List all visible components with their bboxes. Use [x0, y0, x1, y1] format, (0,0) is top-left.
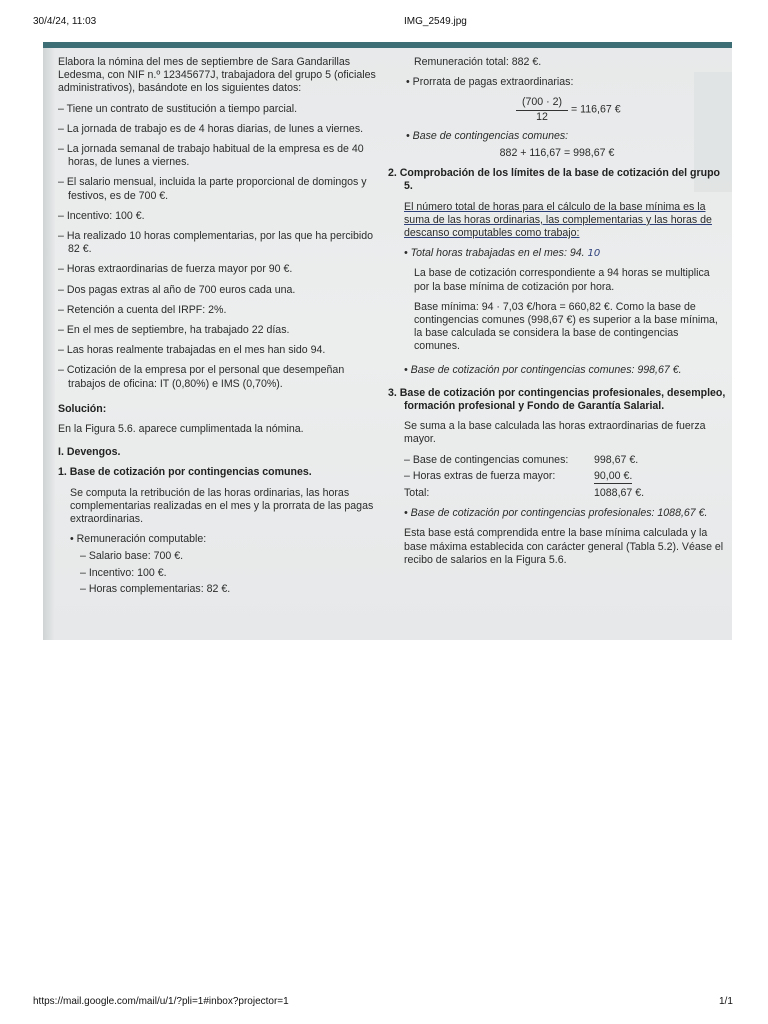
list-item: – Ha realizado 10 horas complementarias, por las que ha percibido 82 €.	[58, 230, 374, 256]
list-item: – Dos pagas extras al año de 700 euros cada una.	[58, 283, 296, 296]
print-url: https://mail.google.com/mail/u/1/?pli=1#inbox?projector=1	[33, 996, 289, 1007]
remuneration-item: – Salario base: 700 €.	[80, 550, 184, 563]
base-cc-label: • Base de contingencias comunes:	[406, 129, 569, 142]
row-label: – Horas extras de fuerza mayor:	[404, 469, 556, 482]
row-label: Total:	[404, 487, 430, 500]
remuneration-label: • Remuneración computable:	[70, 533, 207, 546]
prorrata-formula	[388, 96, 726, 123]
list-item: – En el mes de septiembre, ha trabajado 22 días.	[58, 324, 290, 337]
total-hours-text: • Total horas trabajadas en el mes: 94.	[404, 247, 585, 260]
list-item: – Cotización de la empresa por el personal que desempeñan trabajos de oficina: IT (0,80%) e IMS (0,70%).	[58, 364, 345, 390]
section-2-text: El número total de horas para el cálculo de la base mínima es la suma de las horas ordinarias, las complementarias y las horas de descanso computables como trabajo:	[404, 200, 712, 240]
list-item: – Incentivo: 100 €.	[58, 209, 145, 222]
section-devengos: I. Devengos.	[58, 446, 121, 459]
table-row	[404, 487, 726, 500]
subsection-1-heading: 1. Base de cotización por contingencias comunes.	[58, 466, 312, 479]
sum-table	[388, 454, 726, 501]
left-column	[58, 56, 378, 596]
row-value: 998,67 €.	[594, 453, 639, 466]
section-3-result: • Base de cotización por contingencias profesionales: 1088,67 €.	[404, 507, 708, 520]
total-hours-line	[388, 247, 726, 260]
fraction-numerator: (700 · 2)	[516, 96, 568, 110]
list-item: – Las horas realmente trabajadas en el mes han sido 94.	[58, 344, 326, 357]
list-item: – La jornada semanal de trabajo habitual de la empresa es de 40 horas, de lunes a viernes.	[58, 143, 364, 169]
closing-paragraph: Esta base está comprendida entre la base mínima calculada y la base máxima establecida con carácter general (Tabla 5.2). Véase el recibo de salarios en la Figura 5.6.	[404, 527, 724, 566]
print-file-title: IMG_2549.jpg	[404, 16, 467, 27]
section-3-text: Se suma a la base calculada las horas extraordinarias de fuerza mayor.	[404, 420, 706, 446]
subsection-1-text: Se computa la retribución de las horas ordinarias, las horas complementarias realizadas en el mes y la prorrata de las pagas extraordinarias.	[70, 486, 374, 526]
prorrata-result: = 116,67 €	[571, 103, 621, 116]
handwritten-correction: 10	[587, 248, 601, 260]
document-photo	[43, 42, 732, 640]
section-2-heading: 2. Comprobación de los límites de la base de cotización del grupo 5.	[388, 167, 721, 193]
data-list	[58, 103, 378, 391]
row-label: – Base de contingencias comunes:	[404, 453, 569, 466]
row-value: 1088,67 €.	[594, 487, 645, 500]
section-2-result: • Base de cotización por contingencias comunes: 998,67 €.	[404, 363, 682, 376]
remuneration-item: – Horas complementarias: 82 €.	[80, 582, 231, 595]
prorrata-label: • Prorrata de pagas extraordinarias:	[406, 76, 574, 89]
base-cc-calc: 882 + 116,67 = 998,67 €	[499, 147, 615, 160]
total-remuneration: Remuneración total: 882 €.	[414, 56, 542, 68]
row-value: 90,00 €.	[594, 470, 632, 484]
list-item: – Tiene un contrato de sustitución a tiempo parcial.	[58, 102, 298, 115]
table-row	[404, 454, 726, 467]
fraction-denominator: 12	[536, 110, 548, 123]
list-item: – La jornada de trabajo es de 4 horas diarias, de lunes a viernes.	[58, 122, 364, 135]
section-2-paragraph: Base mínima: 94 · 7,03 €/hora = 660,82 €. Como la base de contingencias comunes (998,67 €) es superior a la base mínima, la base calculada se considera la base de contingencias comunes.	[414, 300, 718, 353]
solution-heading: Solución:	[58, 402, 107, 415]
remuneration-item: – Incentivo: 100 €.	[80, 566, 167, 579]
exercise-intro: Elabora la nómina del mes de septiembre de Sara Gandarillas Ledesma, con NIF n.º 12345677J, trabajadora del grupo 5 (oficiales administrativos), basándote en los siguientes datos:	[58, 56, 376, 95]
list-item: – Horas extraordinarias de fuerza mayor por 90 €.	[58, 263, 293, 276]
table-row	[404, 470, 726, 484]
right-column	[388, 56, 726, 574]
solution-text: En la Figura 5.6. aparece cumplimentada la nómina.	[58, 423, 304, 436]
fraction	[516, 96, 568, 123]
section-3-heading: 3. Base de cotización por contingencias profesionales, desempleo, formación profesional y Fondo de Garantía Salarial.	[388, 386, 726, 413]
print-datetime: 30/4/24, 11:03	[33, 16, 97, 27]
list-item: – Retención a cuenta del IRPF: 2%.	[58, 303, 227, 316]
section-2-paragraph: La base de cotización correspondiente a 94 horas se multiplica por la base mínima de cotización por hora.	[414, 267, 710, 293]
list-item: – El salario mensual, incluida la parte proporcional de domingos y festivos, es de 700 €.	[58, 176, 367, 202]
print-page-number: 1/1	[719, 996, 733, 1007]
